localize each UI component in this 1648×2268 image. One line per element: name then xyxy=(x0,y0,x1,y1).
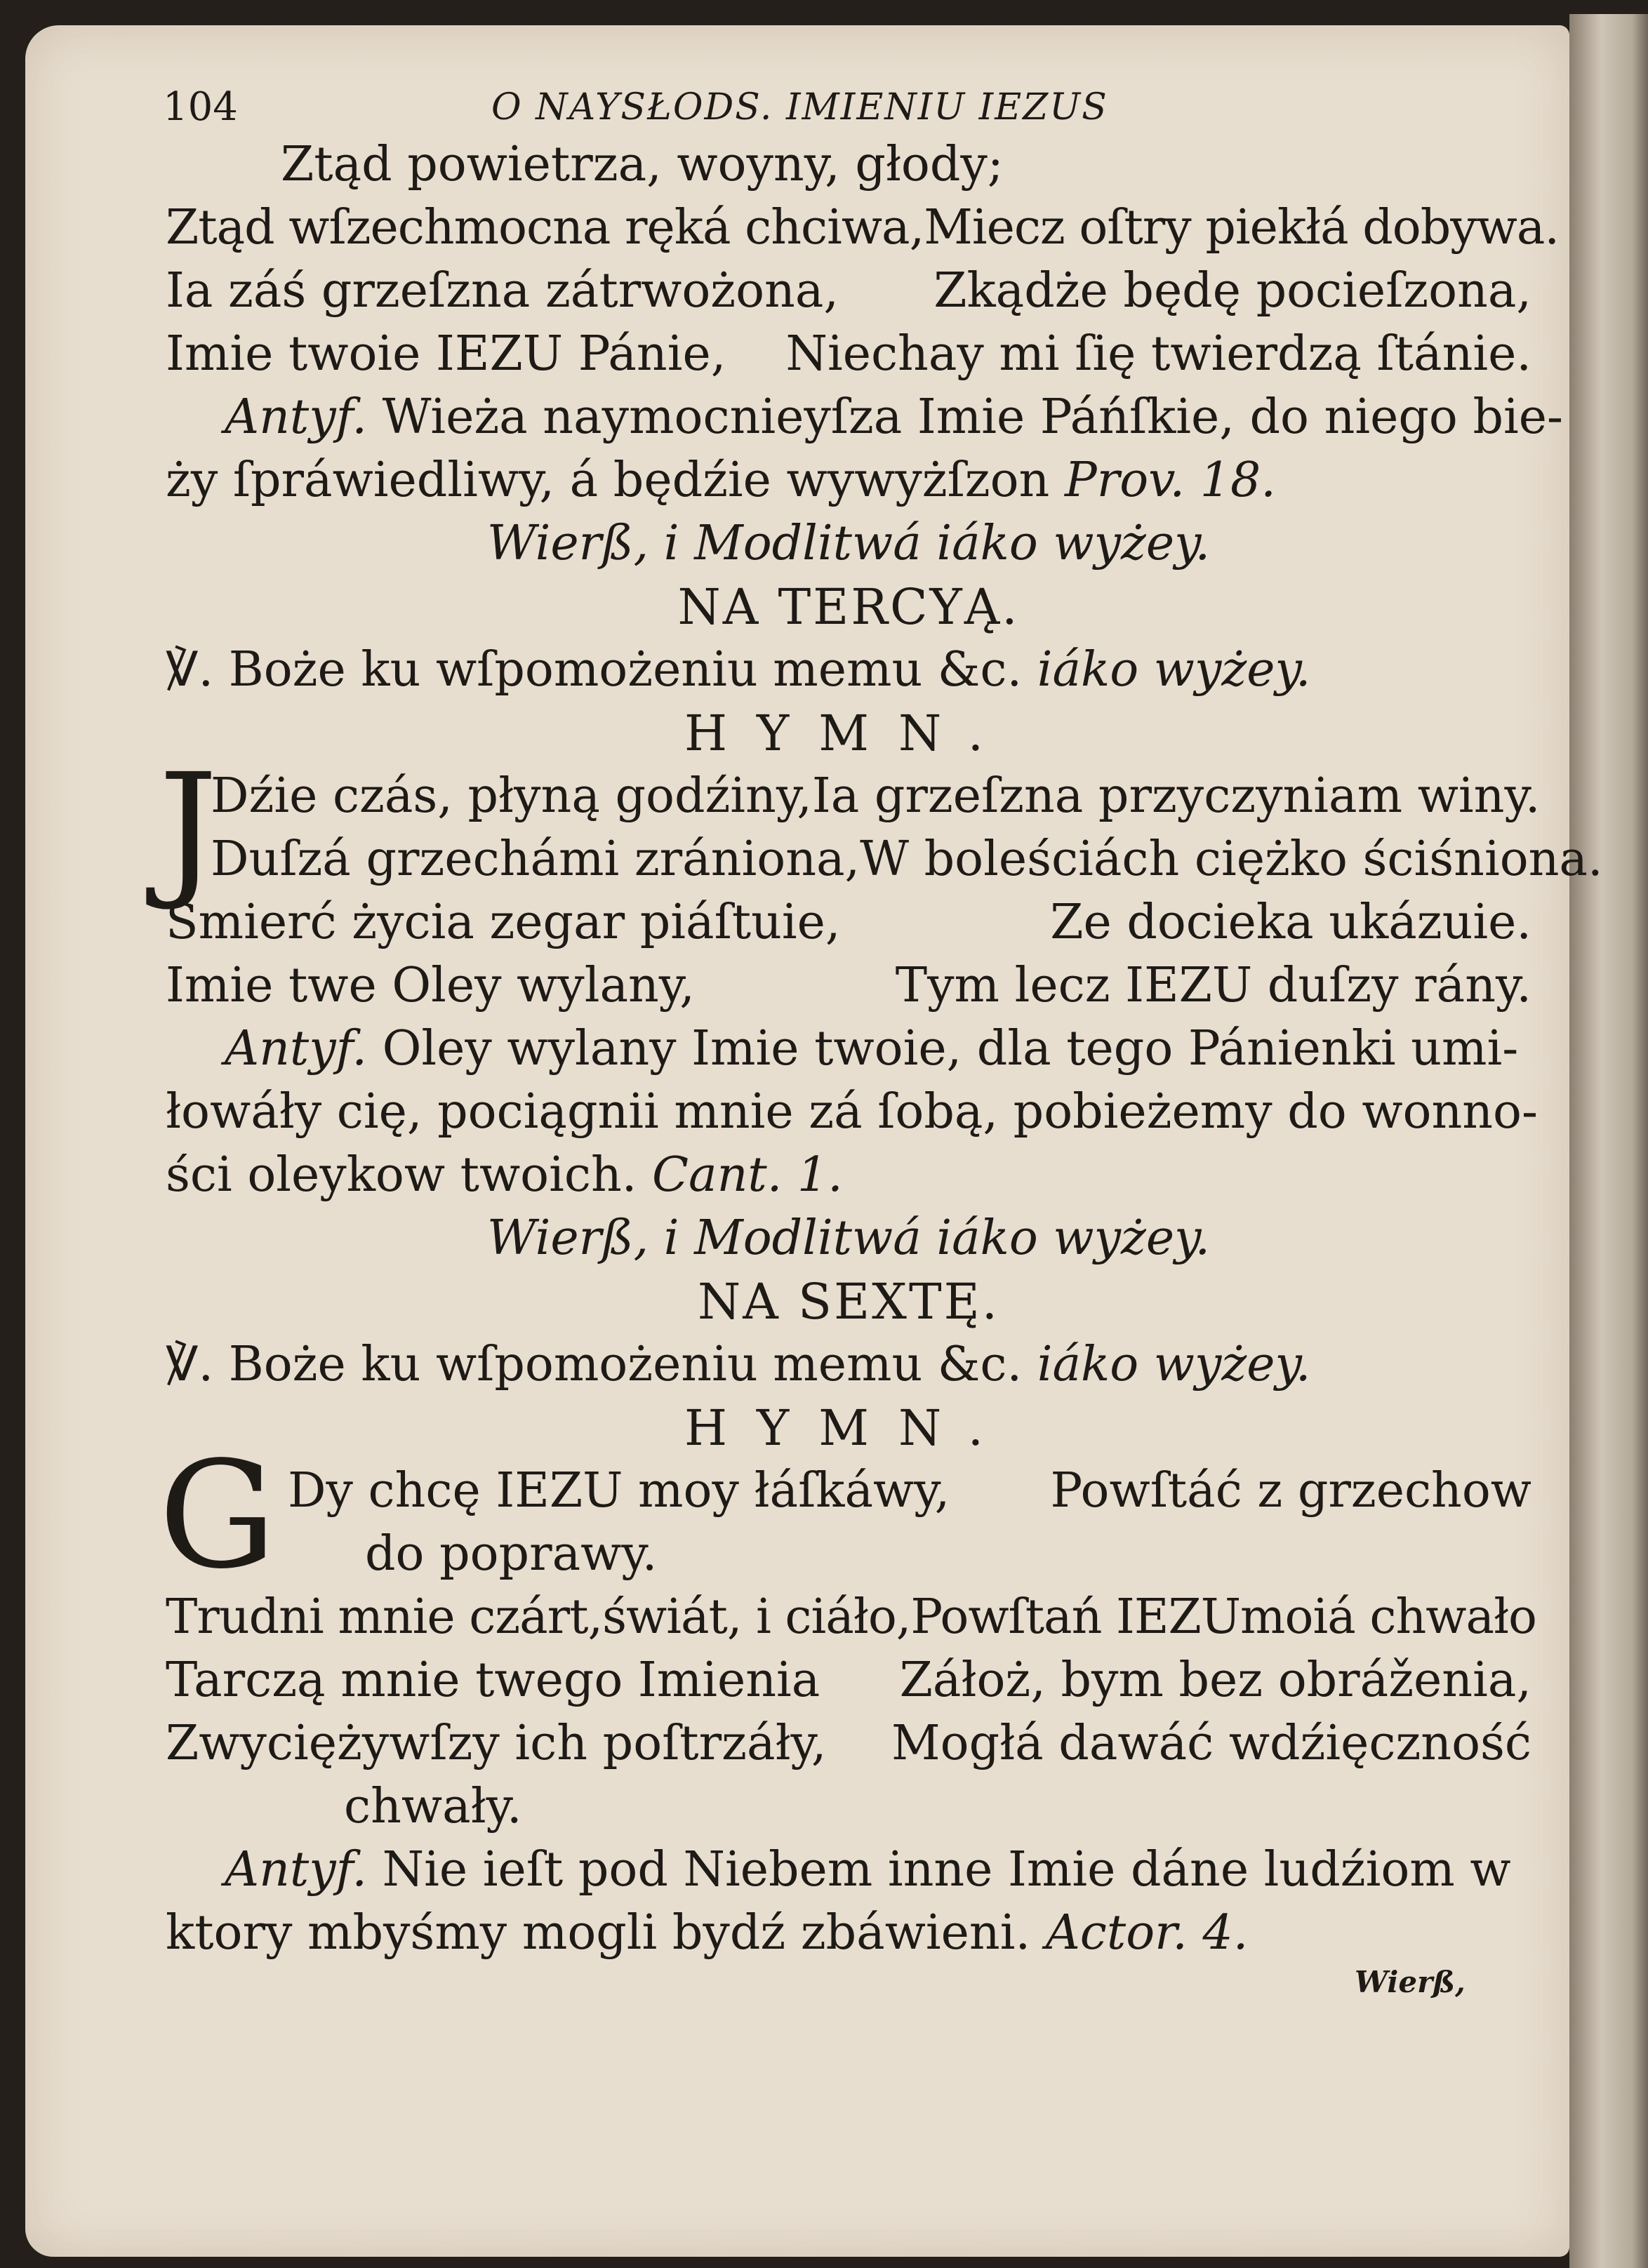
verse-line: Trudni mnie czárt,świát, i ciáło,Powſtań IEZUmoiá chwało xyxy=(166,1589,1536,1645)
verse-line: chwały. xyxy=(344,1779,522,1834)
verse-pair xyxy=(211,828,1603,891)
page-number: 104 xyxy=(163,84,238,130)
antiphon-line xyxy=(225,386,1563,449)
verse-line: do poprawy. xyxy=(365,1526,658,1582)
versicle-text: Boże ku wſpomożeniu memu &c. xyxy=(228,642,1023,698)
verse-half: Dy chcę IEZU moy łáſkáwy, xyxy=(288,1463,950,1519)
verse-half: Smierć życia zegar piáſtuie, xyxy=(166,895,841,950)
verse-pair xyxy=(166,954,1531,1018)
hymn-heading: HYMN. xyxy=(684,705,1013,762)
scripture-reference: Prov. 18. xyxy=(1064,453,1276,508)
verse-half: Powſtáć z grzechow xyxy=(1050,1463,1531,1519)
antiphon-line xyxy=(166,449,1276,512)
verse-half: Imie twe Oley wylany, xyxy=(166,958,695,1013)
versicle-rubric: iáko wyżey. xyxy=(1037,1337,1311,1392)
drop-capital: G xyxy=(159,1429,277,1601)
verse-line: Ztąd powietrza, woyny, głody; xyxy=(281,137,1004,192)
verse-half: Ze docieka ukázuie. xyxy=(1050,895,1531,950)
verse-half: W boleściách ciężko ściśniona. xyxy=(860,832,1603,887)
verse-half: Imie twoie IEZU Pánie, xyxy=(166,326,726,382)
verse-half: Mogłá dawáć wdźięczność xyxy=(891,1716,1531,1771)
verse-pair xyxy=(211,765,1541,828)
section-heading: NA TERCYĄ. xyxy=(677,578,1020,636)
rubric-line: Wierß, i Modlitwá iáko wyżey. xyxy=(486,1210,1211,1266)
antiphon-text: ści oleykow twoich. xyxy=(166,1147,637,1203)
antiphon-label: Antyf. xyxy=(225,1842,368,1897)
antiphon-text: Oley wylany Imie twoie, dla tego Pánienki umi- xyxy=(382,1021,1519,1076)
antiphon-text: Nie ieſt pod Niebem inne Imie dáne ludźiom w xyxy=(382,1842,1511,1897)
versicle-text: Boże ku wſpomożeniu memu &c. xyxy=(228,1337,1023,1392)
verse-half: Ia grzeſzna przyczyniam winy. xyxy=(811,768,1541,824)
antiphon-label: Antyf. xyxy=(225,1021,368,1076)
verse-half: Zwyciężywſzy ich poſtrzáły, xyxy=(166,1716,827,1771)
antiphon-text: ktory mbyśmy mogli bydź zbáwieni. xyxy=(166,1905,1031,1961)
versicle-line xyxy=(166,639,1310,702)
antiphon-label: Antyf. xyxy=(225,389,368,445)
running-head: O NAYSŁODS. IMIENIU IEZUS xyxy=(491,86,1108,128)
drop-capital: J xyxy=(159,742,218,914)
versicle-mark: ℣. xyxy=(166,1337,214,1392)
versicle-rubric: iáko wyżey. xyxy=(1037,642,1311,698)
scripture-reference: Actor. 4. xyxy=(1045,1905,1249,1961)
verse-half: Zkądże będę pocieſzona, xyxy=(933,263,1531,319)
antiphon-line xyxy=(166,1144,843,1207)
rubric-line: Wierß, i Modlitwá iáko wyżey. xyxy=(486,516,1211,571)
catchword: Wierß, xyxy=(1355,1965,1466,1999)
verse-half: Tarczą mnie twego Imienia xyxy=(166,1653,820,1708)
antiphon-line xyxy=(225,1839,1511,1902)
verse-pair xyxy=(288,1460,1531,1523)
verse-half: Ia záś grzeſzna zátrwożona, xyxy=(166,263,839,319)
antiphon-text: ży ſpráwiedliwy, á będźie wywyżſzon xyxy=(166,453,1050,508)
verse-half: Dźie czás, płyną godźiny, xyxy=(211,768,812,824)
hymn-heading: HYMN. xyxy=(684,1399,1013,1457)
verse-half: Záłoż, bym bez obráženia, xyxy=(899,1653,1531,1708)
antiphon-line xyxy=(166,1902,1248,1965)
verse-half: Niechay mi ſię twierdzą ſtánie. xyxy=(785,326,1531,382)
verse-pair xyxy=(166,1649,1531,1712)
versicle-line xyxy=(166,1333,1310,1396)
verse-half: Tym lecz IEZU duſzy rány. xyxy=(895,958,1531,1013)
verse-line: Ztąd wſzechmocna ręká chciwa,Miecz oſtry piekłá dobywa. xyxy=(166,200,1560,255)
section-heading: NA SEXTĘ. xyxy=(698,1273,999,1330)
verse-pair xyxy=(166,260,1531,323)
antiphon-text: Wieża naymocnieyſza Imie Páńſkie, do niego bie- xyxy=(382,389,1563,445)
verse-half: Duſzá grzechámi zrániona, xyxy=(211,832,860,887)
verse-pair xyxy=(166,1712,1531,1775)
antiphon-line: łowáły cię, pociągnii mnie zá ſobą, pobieżemy do wonno- xyxy=(166,1084,1538,1140)
verse-pair xyxy=(166,891,1531,954)
scripture-reference: Cant. 1. xyxy=(652,1147,843,1203)
verse-pair xyxy=(166,323,1531,386)
versicle-mark: ℣. xyxy=(166,642,214,698)
antiphon-line xyxy=(225,1018,1518,1081)
